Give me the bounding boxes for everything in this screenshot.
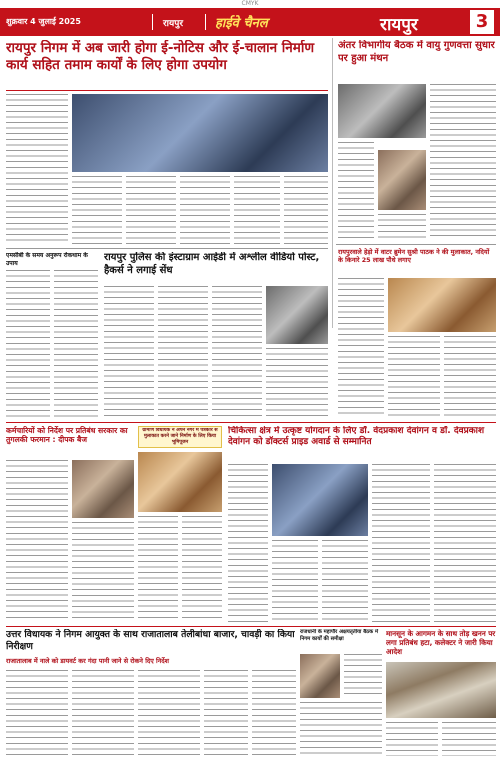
award-body-col4 (372, 464, 430, 622)
road-subhead: राजातालाब में नाले को डायवर्ट कर गंदा पानी जाने से रोकने दिए निर्देश (6, 657, 169, 665)
lead-body-col4 (180, 176, 230, 244)
rural-headline: ग्रामीण विधायक ने अपने नगर में पत्रकार से मुलाकात करने जाने निर्माण के लिए किया भूमिपूजन (142, 428, 218, 445)
road-body-col4 (204, 670, 248, 756)
divider (152, 14, 153, 30)
right-top-body-col2 (430, 84, 496, 240)
police-headline: रायपुर पुलिस की इंस्टाग्राम आईडी में अश्लील वीडियो पोस्ट, हैकर्स ने लगाई सेंध (104, 252, 320, 276)
collector-headline: कर्मचारियों को निर्देश पर प्रतिबंध सरकार का तुगलकी फरमान : दीपक बैज (6, 426, 128, 445)
page-city: रायपुर (380, 15, 418, 35)
bais-portrait (72, 460, 134, 518)
lead-photo-meeting (72, 94, 328, 172)
masthead-date: शुक्रवार 4 जुलाई 2025 (6, 17, 81, 26)
right-top-headline: अंतर विभागीय बैठक में वायु गुणवत्ता सुधार पर हुआ मंथन (338, 40, 495, 64)
masthead-city: रायपुर (163, 19, 184, 29)
award-body-col5 (434, 464, 496, 622)
shanti-body-col1 (6, 270, 50, 418)
police-body-col2 (158, 286, 208, 418)
right-top-body-tail (378, 214, 426, 240)
rural-body-col1 (138, 516, 178, 622)
raipur-meet-body (300, 702, 382, 756)
shanti-body-col2 (54, 270, 98, 418)
right-top-photo (338, 84, 426, 138)
shanti-headline: एमसीबी के समय अनुरूप रोकथाम के उपाय (6, 252, 88, 267)
police-body-col1 (104, 286, 154, 418)
lead-headline: रायपुर निगम में अब जारी होगा ई-नोटिस और ई-चालान निर्माण कार्य सहित तमाम कार्यों के लिए होगा उपयोग (6, 40, 315, 73)
lead-body-col3 (126, 176, 176, 244)
page-number: 3 (470, 10, 494, 34)
rural-body-col2 (182, 516, 222, 622)
collector-body-col2 (72, 522, 134, 622)
pathak-headline: रायपुरवाले हेड़ो में वाटर ब्रुमेन सुश्री पाठक ने की मुलाकात, नदियों के किनारे 25 लाख पौधे लगाए (338, 248, 490, 264)
pathak-body-col3 (444, 336, 496, 418)
road-body-col2 (72, 670, 134, 756)
lead-body-col1 (6, 94, 68, 244)
divider (6, 626, 496, 627)
collector-body-col1 (6, 460, 68, 622)
road-body-col5 (252, 670, 296, 756)
award-photo (272, 464, 368, 536)
award-body-col2 (272, 540, 318, 622)
road-body-col1 (6, 670, 68, 756)
lead-body-col2 (72, 176, 122, 244)
raipur-meet-body-side (344, 654, 382, 698)
masthead (0, 8, 500, 36)
rural-photo (138, 452, 222, 512)
cmyk-mark: CMYK (241, 0, 259, 7)
divider (6, 422, 496, 423)
divider (205, 14, 206, 30)
divider (336, 244, 496, 245)
pathak-body-col2 (388, 336, 440, 418)
police-body-col4 (266, 348, 328, 418)
police-body-col3 (212, 286, 262, 418)
pathak-body-col1 (338, 278, 384, 418)
lead-body-col6 (284, 176, 328, 244)
right-top-body-col1 (338, 142, 374, 240)
divider (6, 248, 328, 249)
raipur-meet-headline: राजधानी के महापौर अक्षयतृतीया बैठक में निगम कार्यों की समीक्षा (300, 629, 379, 642)
pathak-photo (388, 278, 496, 332)
divider (6, 90, 328, 91)
road-body-col3 (138, 670, 200, 756)
road-headline: उत्तर विधायक ने निगम आयुक्त के साथ राजातालाब तेलीबांधा बाजार, चावड़ी का किया निरीक्षण (6, 629, 295, 652)
portrait-photo (378, 150, 426, 210)
police-photo (266, 286, 328, 344)
award-headline: चिकित्सा क्षेत्र में उत्कृष्ट योगदान के लिए डॉ. वेदप्रकाश देवांगन व डॉ. देवप्रकाश देवांगन को डॉक्टर्स प्राइड अवार्ड से सम्मानित (228, 426, 485, 448)
award-body-col3 (322, 540, 368, 622)
column-divider (332, 38, 333, 328)
lead-body-col5 (234, 176, 280, 244)
mayor-photo (300, 654, 340, 698)
rubble-photo (386, 662, 496, 718)
masthead-brand: हाईवे चैनल (215, 16, 268, 31)
monsoon-body-col2 (442, 722, 496, 756)
monsoon-headline: मानसून के आगमन के साथ तोड़ खनन पर लगा प्रतिबंध हटा, कलेक्टर ने जारी किया आदेश (386, 629, 496, 656)
award-body-col1 (228, 464, 268, 622)
monsoon-body-col1 (386, 722, 438, 756)
